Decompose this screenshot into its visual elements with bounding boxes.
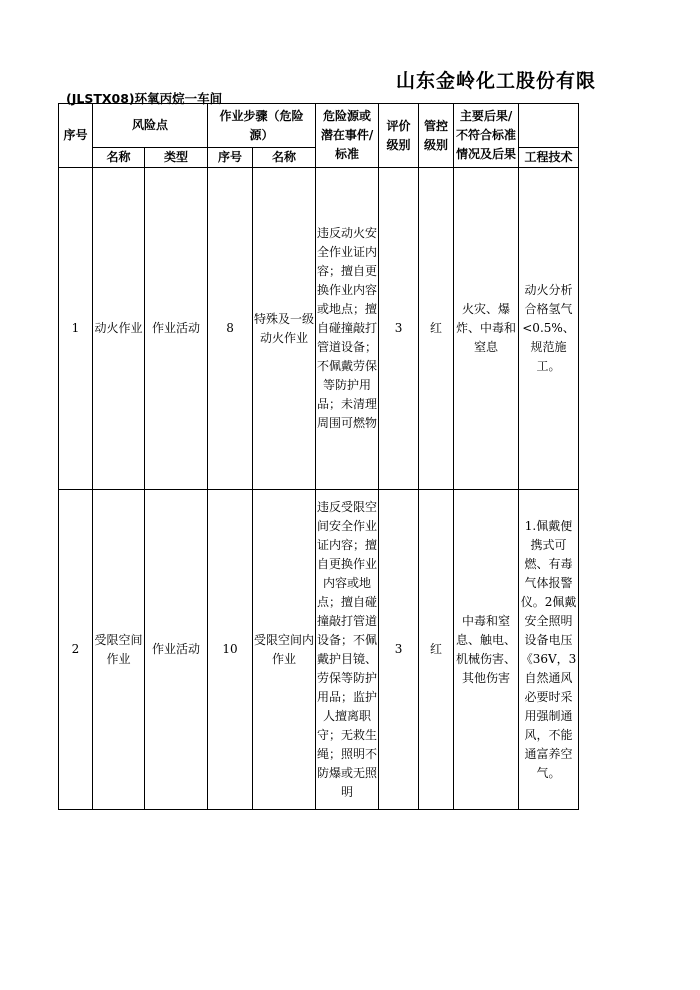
company-title: 山东金岭化工股份有限 [396,70,597,92]
header-type: 类型 [145,148,208,168]
header-control-level: 管控级别 [419,104,454,168]
risk-table [58,103,579,810]
cell-hazard: 违反受限空间安全作业证内容；擅自更换作业内容或地点；擅自碰撞敲打管道设备；不佩戴护目镜、劳保等防护用品；监护人擅离职守；无救生绳；照明不防爆或无照明 [316,490,379,810]
cell-control-level: 红 [419,168,454,490]
cell-step-seq: 10 [208,490,253,810]
header-risk-point: 风险点 [93,104,208,148]
cell-type: 作业活动 [145,168,208,490]
header-engineering: 工程技术 [519,148,579,168]
header-consequence [454,104,519,168]
cell-type: 作业活动 [145,490,208,810]
cell-engineering: 动火分析合格氢气<0.5%、规范施工。 [519,168,579,490]
header-consequence-text: 主要后果/不符合标准情况及后果 [456,108,517,161]
table-row [59,168,579,490]
cell-step-name: 特殊及一级动火作业 [253,168,316,490]
header-name: 名称 [93,148,145,168]
header-eval-level: 评价级别 [379,104,419,168]
cell-step-seq: 8 [208,168,253,490]
header-blank [519,104,579,148]
cell-engineering: 1.佩戴便携式可燃、有毒气体报警仪。2佩戴安全照明设备电压《36V，3自然通风必要时采用强制通风，不能通富养空气。 [519,490,579,810]
cell-consequence: 火灾、爆炸、中毒和窒息 [454,168,519,490]
cell-hazard: 违反动火安全作业证内容；擅自更换作业内容或地点；擅自碰撞敲打管道设备；不佩戴劳保等防护用品；未清理周围可燃物 [316,168,379,490]
cell-seq: 2 [59,490,93,810]
header-step: 作业步骤（危险源） [208,104,316,148]
cell-eval-level: 3 [379,168,419,490]
table-row [59,490,579,810]
cell-seq: 1 [59,168,93,490]
cell-eval-level: 3 [379,490,419,810]
header-step-name: 名称 [253,148,316,168]
header-hazard: 危险源或潜在事件/标准 [316,104,379,168]
cell-consequence: 中毒和窒息、触电、机械伤害、其他伤害 [454,490,519,810]
cell-step-name: 受限空间内作业 [253,490,316,810]
cell-name: 动火作业 [93,168,145,490]
sheet-subtitle: (JLSTX08)环氧丙烷一车间 [66,91,223,106]
header-seq: 序号 [59,104,93,168]
cell-name: 受限空间作业 [93,490,145,810]
header-step-seq: 序号 [208,148,253,168]
cell-control-level: 红 [419,490,454,810]
